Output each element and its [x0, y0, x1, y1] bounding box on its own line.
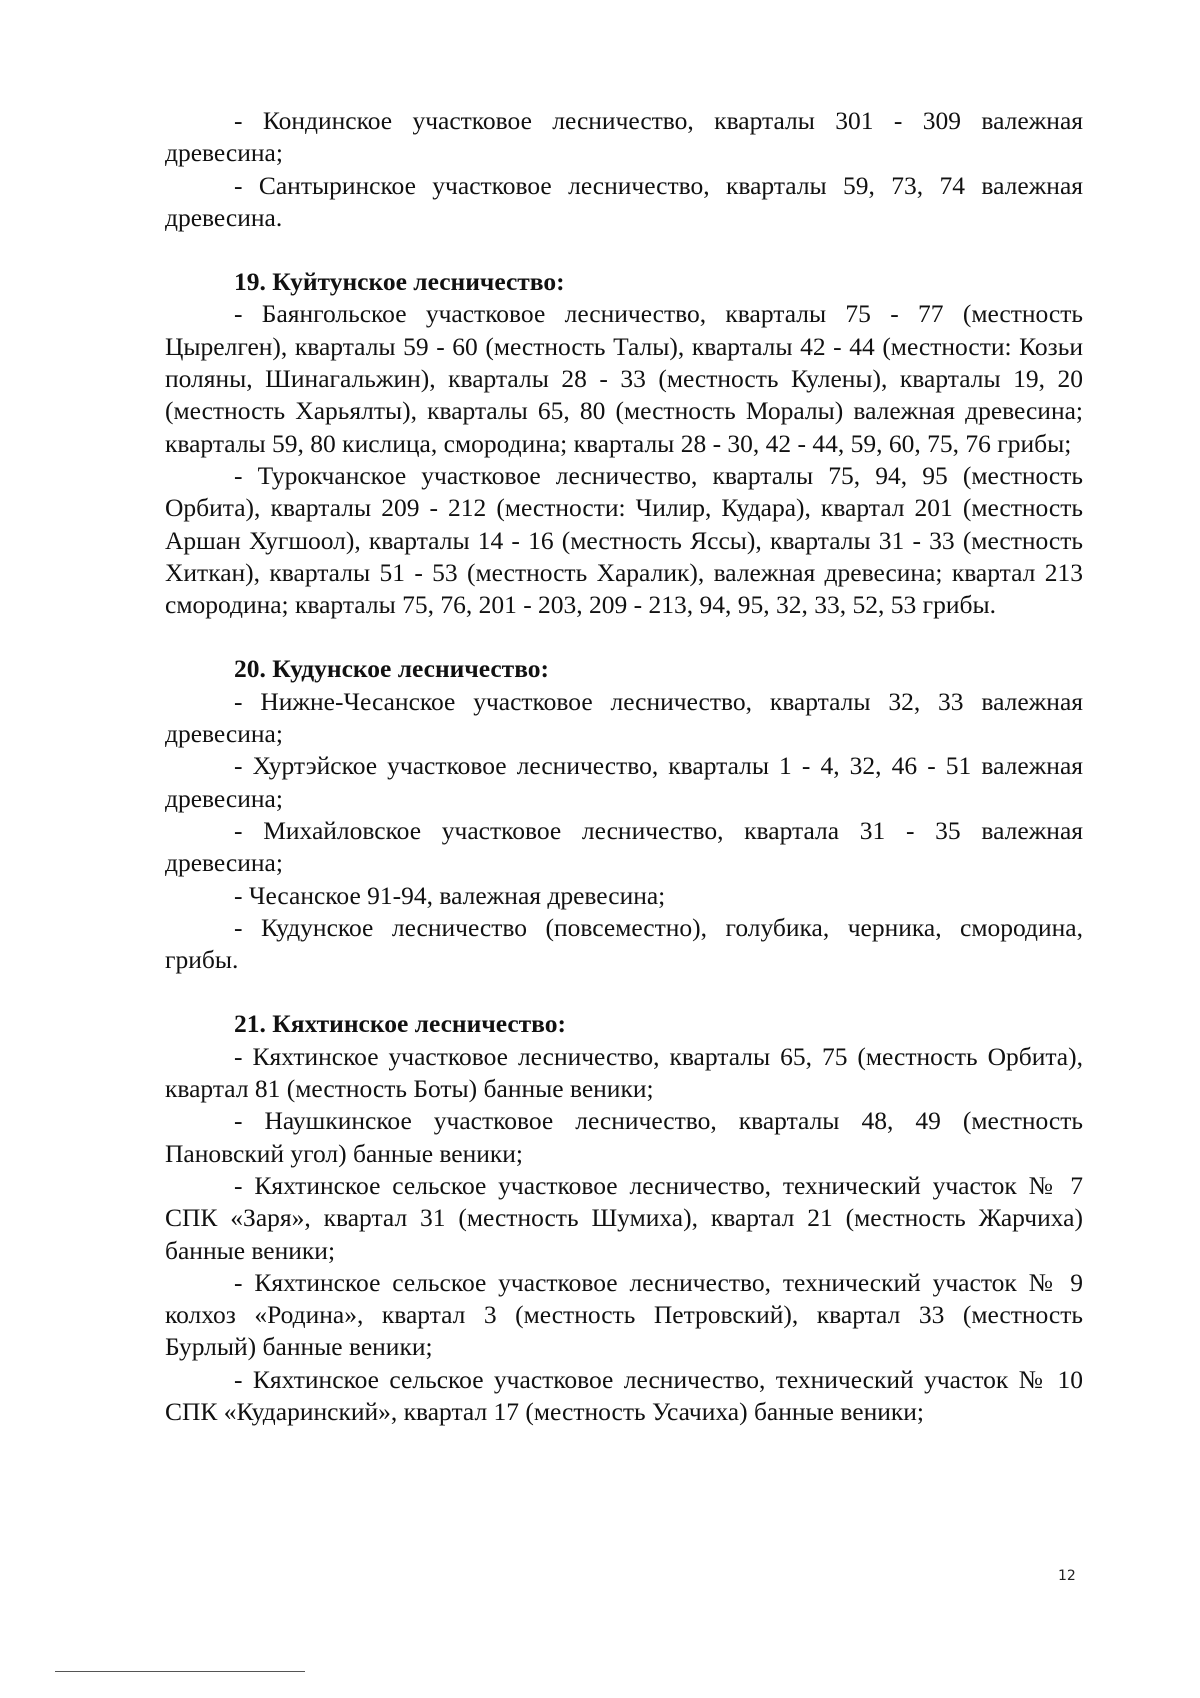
spacer — [165, 621, 1083, 653]
paragraph: - Сантыринское участковое лесничество, кварталы 59, 73, 74 валежная древесина. — [165, 170, 1083, 232]
page-number: 12 — [1058, 1568, 1076, 1584]
paragraph: - Кяхтинское участковое лесничество, кварталы 65, 75 (местность Орбита), квартал 81 (местность Боты) банные веники; — [165, 1041, 1083, 1104]
paragraph: - Баянгольское участковое лесничество, кварталы 75 - 77 (местность Цырелген), кварталы 59 - 60 (местность Талы), кварталы 42 - 44 (местности: Козьи поляны, Шинагальжин), кварталы 28 - 33 (местность Кулены), кварталы 19, 20 (местность Харьялты), кварталы 65, 80 (местность Моралы) валежная древесина; кварталы 59, 80 кислица, смородина; кварталы 28 - 30, 42 - 44, 59, 60, 75, 76 грибы; — [165, 299, 1083, 458]
paragraph: - Кяхтинское сельское участковое лесничество, технический участок № 7 СПК «Заря», квартал 31 (местность Шумиха), квартал 21 (местность Жарчиха) банные веники; — [165, 1170, 1083, 1265]
paragraph: - Кяхтинское сельское участковое лесничество, технический участок № 9 колхоз «Родина», квартал 3 (местность Петровский), квартал 33 (местность Бурлый) банные веники; — [165, 1267, 1083, 1362]
footer-divider — [55, 1671, 305, 1672]
spacer — [165, 234, 1083, 266]
document-body — [165, 105, 1083, 1428]
paragraph: - Чесанское 91-94, валежная древесина; — [234, 880, 666, 910]
paragraph: - Наушкинское участковое лесничество, кварталы 48, 49 (местность Пановский угол) банные веники; — [165, 1106, 1083, 1168]
paragraph: - Нижне-Чесанское участковое лесничество, кварталы 32, 33 валежная древесина; — [165, 686, 1083, 749]
paragraph: - Кудунское лесничество (повсеместно), голубика, черника, смородина, грибы. — [165, 912, 1083, 975]
paragraph: - Кяхтинское сельское участковое лесничество, технический участок № 10 СПК «Кударинский», квартал 17 (местность Усачиха) банные веники; — [165, 1364, 1083, 1426]
section-heading: 19. Куйтунское лесничество: — [234, 267, 565, 297]
paragraph: - Турокчанское участковое лесничество, кварталы 75, 94, 95 (местность Орбита), кварталы 209 - 212 (местности: Чилир, Кудара), квартал 201 (местность Аршан Хугшоол), кварталы 14 - 16 (местность Яссы), кварталы 31 - 33 (местность Хиткан), кварталы 51 - 53 (местность Харалик), валежная древесина; квартал 213 смородина; кварталы 75, 76, 201 - 203, 209 - 213, 94, 95, 32, 33, 52, 53 грибы. — [165, 460, 1083, 620]
spacer — [165, 976, 1083, 1008]
paragraph: - Кондинское участковое лесничество, кварталы 301 - 309 валежная древесина; — [165, 106, 1083, 168]
paragraph: - Хуртэйское участковое лесничество, кварталы 1 - 4, 32, 46 - 51 валежная древесина; — [165, 751, 1083, 813]
section-heading: 21. Кяхтинское лесничество: — [234, 1009, 567, 1039]
section-heading: 20. Кудунское лесничество: — [234, 654, 550, 684]
paragraph: - Михайловское участковое лесничество, квартала 31 - 35 валежная древесина; — [165, 815, 1083, 878]
